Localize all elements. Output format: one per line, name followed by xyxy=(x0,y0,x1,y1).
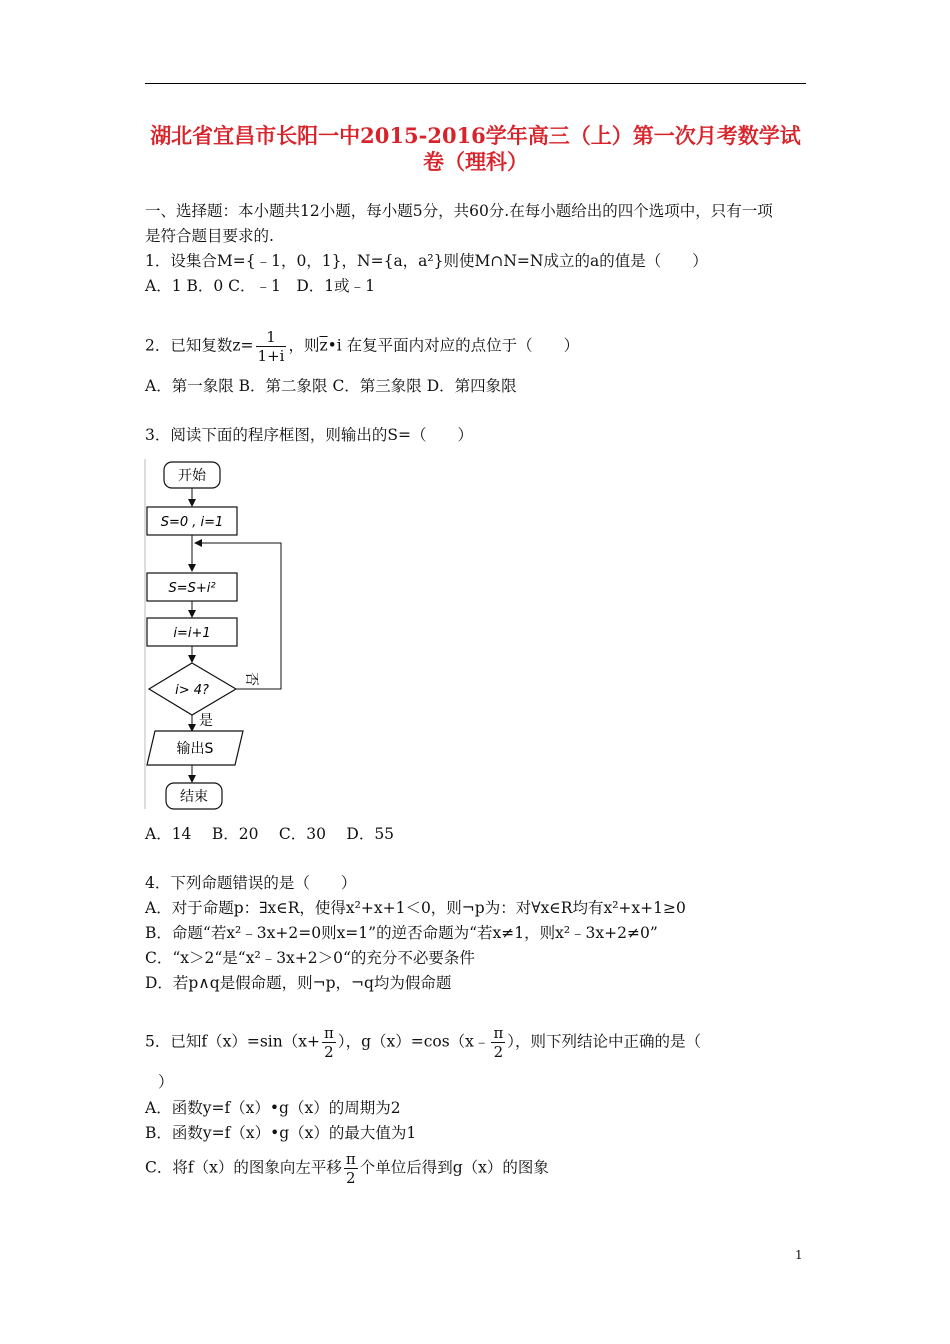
q3-options: A．14 B．20 C．30 D．55 xyxy=(145,825,395,843)
flowchart xyxy=(143,457,393,813)
q4-option-a: A．对于命题p：∃x∈R，使得x²+x+1＜0，则¬p为：对∀x∈R均有x²+x+1≥0 xyxy=(145,899,686,917)
section-intro-line2: 是符合题目要求的. xyxy=(145,227,274,245)
q3-stem: 3．阅读下面的程序框图，则输出的S=（ ） xyxy=(145,426,473,444)
q2-fraction xyxy=(256,328,287,365)
page-number: 1 xyxy=(795,1248,803,1262)
flow-output-label: 输出S xyxy=(176,741,214,757)
section-intro-line1: 一、选择题：本小题共12小题，每小题5分，共60分.在每小题给出的四个选项中，只有一项 xyxy=(145,202,773,220)
flow-sum-label: S=S+i² xyxy=(168,581,216,596)
q4-stem: 4．下列命题错误的是（ ） xyxy=(145,874,357,892)
q2-fraction-den: 1+i xyxy=(257,347,285,365)
q2-mid: ，则 xyxy=(288,336,320,355)
flow-end-label: 结束 xyxy=(180,789,208,805)
q5-pi-3: π xyxy=(345,1150,356,1168)
q2-zbar: $\overline{z}$ xyxy=(319,336,328,355)
q5-c-post: 个单位后得到g（x）的图象 xyxy=(359,1158,549,1177)
q5-pi-2: π xyxy=(493,1024,504,1042)
q5-c-pre: C．将f（x）的图象向左平移 xyxy=(145,1158,342,1177)
q2-z: z= xyxy=(232,336,254,355)
page-title-line2: 卷（理科） xyxy=(423,149,528,174)
q1-stem: 1．设集合M={﹣1，0，1}，N={a，a²}则使M∩N=N成立的a的值是（ ） xyxy=(145,252,708,270)
page-title-line1: 湖北省宜昌市长阳一中2015-2016学年高三（上）第一次月考数学试 xyxy=(150,123,801,148)
q5-two-1: 2 xyxy=(322,1042,336,1061)
flow-no-label: 否 xyxy=(243,672,259,686)
q4-option-d: D．若p∧q是假命题，则¬p，¬q均为假命题 xyxy=(145,974,452,992)
q5-pi-1: π xyxy=(323,1024,334,1042)
q5-fraction-1 xyxy=(322,1024,336,1061)
q5-fraction-3 xyxy=(344,1150,358,1187)
q5-mid: ），g（x）=cos（x﹣ xyxy=(337,1032,490,1051)
q5-option-b: B．函数y=f（x）•g（x）的最大值为1 xyxy=(145,1124,417,1142)
flow-condition-label: i> 4? xyxy=(175,683,209,698)
q5-option-a: A．函数y=f（x）•g（x）的周期为2 xyxy=(145,1099,401,1117)
q4-option-c: C．“x＞2“是“x²﹣3x+2＞0“的充分不必要条件 xyxy=(145,949,475,967)
q2-stem xyxy=(145,328,579,365)
q5-pre: 5．已知f（x）=sin（x+ xyxy=(145,1032,320,1051)
q5-two-3: 2 xyxy=(344,1168,358,1187)
flow-inc-label: i=i+1 xyxy=(173,626,211,641)
q5-post: ），则下列结论中正确的是（ xyxy=(507,1032,702,1051)
flow-yes-label: 是 xyxy=(199,713,213,729)
q2-pre: 2．已知复数 xyxy=(145,336,233,355)
q2-options: A．第一象限 B．第二象限 C．第三象限 D．第四象限 xyxy=(145,377,517,395)
q5-stem-cont: ） xyxy=(158,1073,174,1091)
flow-init-label: S=0 , i=1 xyxy=(160,515,224,530)
top-rule xyxy=(145,83,806,84)
q2-post: •i 在复平面内对应的点位于（ ） xyxy=(327,336,580,355)
q1-options: A．1 B．0 C．﹣1 D．1或﹣1 xyxy=(145,277,376,295)
flow-start-label: 开始 xyxy=(178,468,206,484)
q5-fraction-2 xyxy=(491,1024,505,1061)
q5-two-2: 2 xyxy=(491,1042,505,1061)
q5-option-c xyxy=(145,1150,549,1187)
q4-option-b: B．命题“若x²﹣3x+2=0则x=1”的逆否命题为“若x≠1，则x²﹣3x+2≠0” xyxy=(145,924,658,942)
q5-stem xyxy=(145,1024,701,1061)
q2-fraction-num: 1 xyxy=(266,328,276,346)
